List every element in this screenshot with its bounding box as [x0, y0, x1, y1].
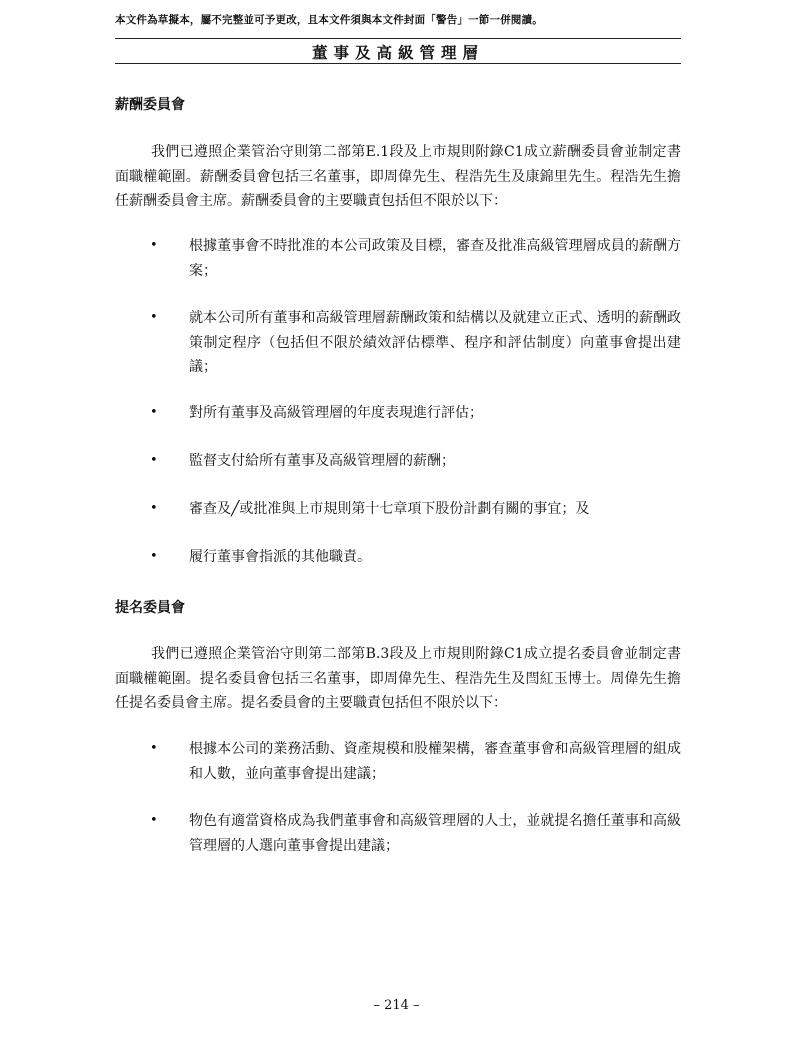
bullet-icon: •: [150, 549, 158, 564]
list-item-text: 根據本公司的業務活動、資產規模和股權架構，審查董事會和高級管理層的組成和人數，並向董事會提出建議；: [189, 741, 681, 782]
nomination-intro-paragraph: 我們已遵照企業管治守則第二部第B.3段及上市規則附錄C1成立提名委員會並制定書面職權範圍。提名委員會包括三名董事，即周偉先生、程浩先生及閆紅玉博士。周偉先生擔任提名委員會主席。提名委員會的主要職責包括但不限於以下：: [115, 646, 681, 711]
list-item-text: 履行董事會指派的其他職責。: [189, 549, 371, 565]
page-number: – 214 –: [373, 998, 420, 1013]
list-item-text: 就本公司所有董事和高級管理層薪酬政策和結構以及就建立正式、透明的薪酬政策制定程序（包括但不限於績效評估標準、程序和評估制度）向董事會提出建議；: [189, 310, 681, 375]
bullet-icon: •: [150, 741, 158, 756]
header-rule-bottom: [115, 63, 681, 64]
bullet-icon: •: [150, 405, 158, 420]
bullet-icon: •: [150, 813, 158, 828]
list-item-text: 根據董事會不時批准的本公司政策及目標，審查及批准高級管理層成員的薪酬方案；: [189, 238, 681, 279]
list-item-text: 監督支付給所有董事及高級管理層的薪酬；: [189, 453, 455, 469]
section-heading-remuneration-committee: 薪酬委員會: [115, 97, 185, 113]
remuneration-intro-paragraph: 我們已遵照企業管治守則第二部第E.1段及上市規則附錄C1成立薪酬委員會並制定書面職權範圍。薪酬委員會包括三名董事，即周偉先生、程浩先生及康錦里先生。程浩先生擔任薪酬委員會主席。薪酬委員會的主要職責包括但不限於以下：: [115, 144, 681, 209]
section-heading-nomination-committee: 提名委員會: [115, 600, 185, 616]
list-item-text: 審查及╱或批准與上市規則第十七章項下股份計劃有關的事宜；及: [189, 501, 590, 517]
list-item-text: 物色有適當資格成為我們董事會和高級管理層的人士，並就提名擔任董事和高級管理層的人選向董事會提出建議；: [189, 813, 681, 854]
header-rule-top: [115, 38, 681, 39]
bullet-icon: •: [150, 453, 158, 468]
list-item-text: 對所有董事及高級管理層的年度表現進行評估；: [189, 405, 483, 421]
page-title: 董事及高級管理層: [311, 44, 484, 62]
bullet-icon: •: [150, 238, 158, 253]
draft-disclaimer: 本文件為草擬本，屬不完整並可予更改，且本文件須與本文件封面「警告」一節一併閱讀。: [115, 14, 543, 26]
bullet-icon: •: [150, 310, 158, 325]
bullet-icon: •: [150, 501, 158, 516]
